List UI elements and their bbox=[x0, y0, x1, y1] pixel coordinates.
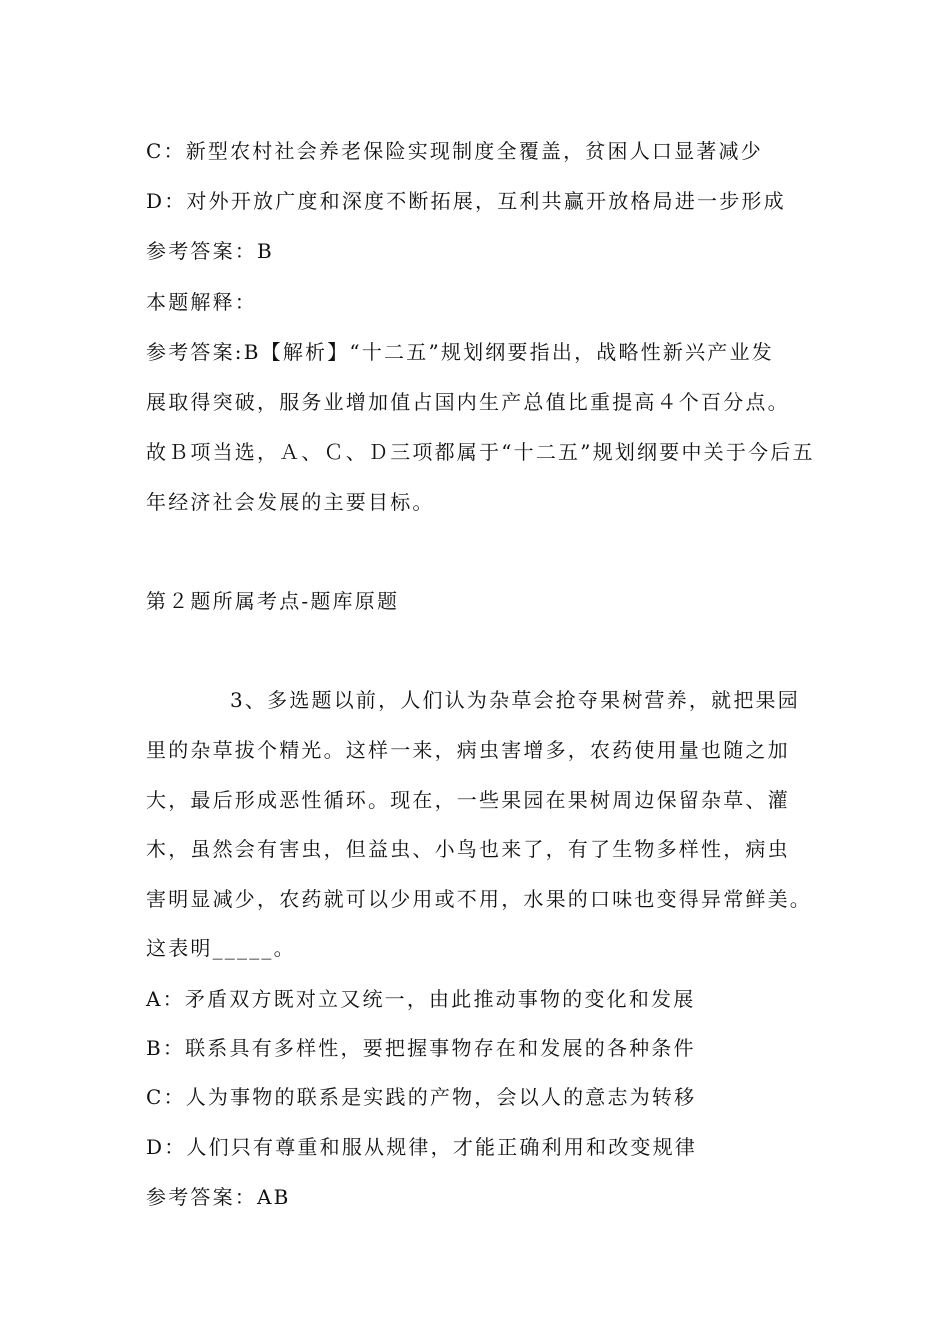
q3-option-c: C：人为事物的联系是实践的产物，会以人的意志为转移 bbox=[146, 1085, 697, 1109]
q3-stem-line: 里的杂草拔个精光。这样一来，病虫害增多，农药使用量也随之加 bbox=[146, 738, 790, 762]
q3-option-a: A：矛盾双方既对立又统一，由此推动事物的变化和发展 bbox=[146, 987, 696, 1011]
q1-option-d: D：对外开放广度和深度不断拓展，互利共赢开放格局进一步形成 bbox=[146, 189, 786, 213]
q1-option-c: C：新型农村社会养老保险实现制度全覆盖，贫困人口显著减少 bbox=[146, 139, 763, 163]
q3-stem-line: 这表明_____。 bbox=[146, 936, 296, 960]
q1-explanation-line: 展取得突破，服务业增加值占国内生产总值比重提高４个百分点。 bbox=[146, 390, 790, 414]
q1-answer: 参考答案：B bbox=[146, 239, 274, 263]
q3-stem-line: 3、多选题以前，人们认为杂草会抢夺果树营养，就把果园 bbox=[230, 688, 800, 712]
q3-stem-line: 木，虽然会有害虫，但益虫、小鸟也来了，有了生物多样性，病虫 bbox=[146, 837, 790, 861]
q3-option-b: B：联系具有多样性，要把握事物存在和发展的各种条件 bbox=[146, 1036, 696, 1060]
q3-option-d: D：人们只有尊重和服从规律，才能正确利用和改变规律 bbox=[146, 1135, 698, 1159]
q3-answer: 参考答案：AB bbox=[146, 1185, 291, 1209]
q1-explanation-line: 年经济社会发展的主要目标。 bbox=[146, 490, 435, 514]
q1-explanation-line: 故Ｂ项当选，Ａ、Ｃ、Ｄ三项都属于“十二五”规划纲要中关于今后五 bbox=[146, 440, 815, 464]
q3-stem-line: 大，最后形成恶性循环。现在，一些果园在果树周边保留杂草、灌 bbox=[146, 788, 790, 812]
q1-explanation-heading: 本题解释： bbox=[146, 290, 257, 314]
q1-explanation-line: 参考答案:B【解析】“十二五”规划纲要指出，战略性新兴产业发 bbox=[146, 340, 774, 364]
q2-topic: 第２题所属考点-题库原题 bbox=[146, 589, 400, 613]
q3-stem-line: 害明显减少，农药就可以少用或不用，水果的口味也变得异常鲜美。 bbox=[146, 887, 812, 911]
